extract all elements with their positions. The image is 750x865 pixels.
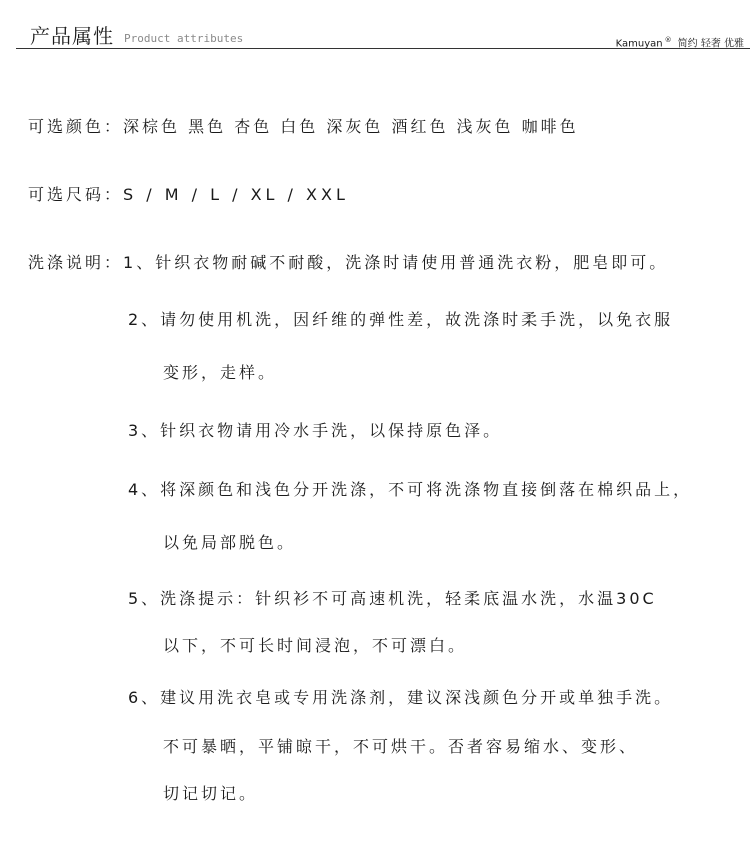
wash-line-3: 3、针织衣物请用冷水手洗，以保持原色泽。 — [128, 421, 503, 440]
sizes-label: 可选尺码： — [28, 185, 124, 204]
brand-name: Kamuyan — [615, 38, 663, 50]
colors-label: 可选颜色： — [28, 117, 124, 136]
wash-label: 洗涤说明： — [28, 253, 124, 272]
colors-value: 深棕色 黑色 杏色 白色 深灰色 酒红色 浅灰色 咖啡色 — [123, 117, 579, 136]
wash-row — [28, 253, 668, 273]
wash-line-4-cont: 以免局部脱色。 — [163, 533, 297, 552]
registered-mark: ® — [664, 36, 672, 44]
header-divider — [16, 48, 750, 49]
wash-line-2: 2、请勿使用机洗，因纤维的弹性差，故洗涤时柔手洗，以免衣服 — [128, 310, 674, 329]
colors-row — [28, 117, 579, 137]
wash-line-5-cont: 以下，不可长时间浸泡，不可漂白。 — [163, 636, 468, 655]
sizes-value: S / M / L / XL / XXL — [123, 185, 349, 204]
wash-line-2-cont: 变形，走样。 — [163, 363, 278, 382]
wash-line-5: 5、洗涤提示：针织衫不可高速机洗，轻柔底温水洗，水温30C — [128, 589, 657, 608]
sizes-row — [28, 185, 349, 205]
wash-line-1: 1、针织衣物耐碱不耐酸，洗涤时请使用普通洗衣粉，肥皂即可。 — [123, 253, 669, 272]
wash-line-6-cont: 不可暴晒，平铺晾干，不可烘干。否者容易缩水、变形、 — [163, 737, 639, 756]
brand-slogan: 简约 轻奢 优雅 — [677, 38, 744, 50]
section-subtitle: Product attributes — [124, 32, 244, 45]
section-title: 产品属性 — [30, 24, 114, 48]
wash-line-6: 6、建议用洗衣皂或专用洗涤剂，建议深浅颜色分开或单独手洗。 — [128, 688, 674, 707]
page-header — [0, 0, 750, 52]
wash-line-4: 4、将深颜色和浅色分开洗涤，不可将洗涤物直接倒落在棉织品上， — [128, 480, 693, 499]
wash-line-6-cont-2: 切记切记。 — [163, 784, 259, 803]
